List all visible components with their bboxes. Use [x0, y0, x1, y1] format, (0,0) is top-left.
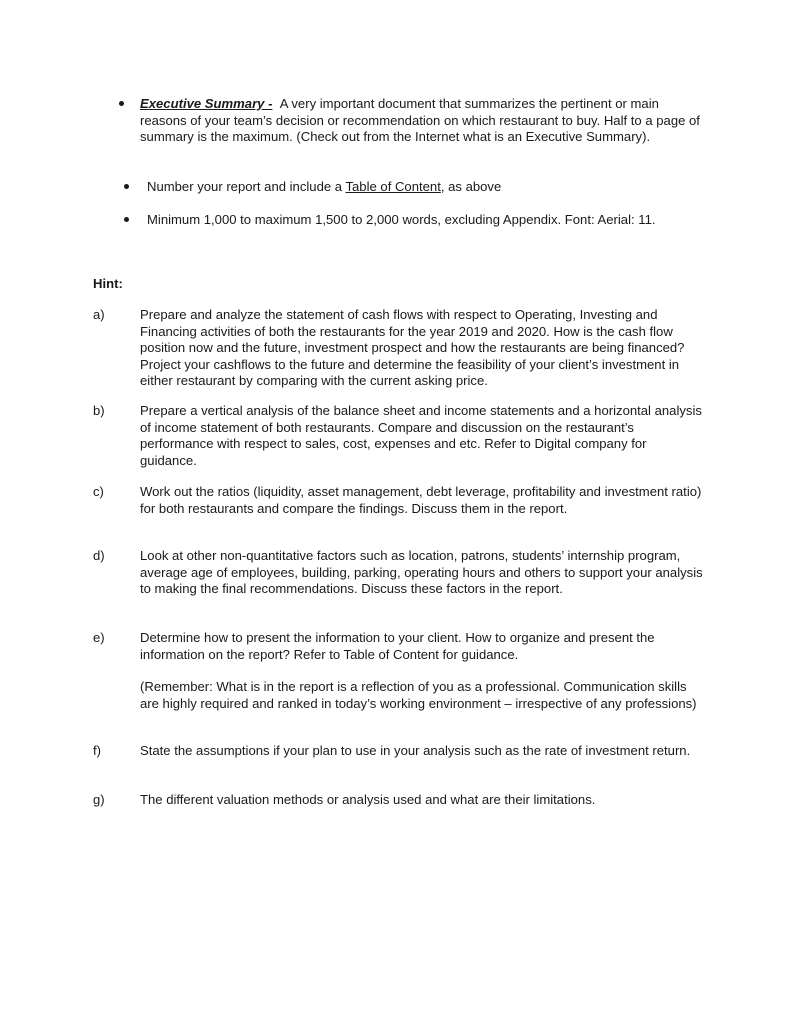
item-label-d: d) [93, 548, 105, 563]
item-text-e: Determine how to present the information to your client. How to organize and present the information on the report? Refer to Table of Content for guidance. [140, 630, 655, 662]
item-label-c: c) [93, 484, 104, 499]
word-count-text: Minimum 1,000 to maximum 1,500 to 2,000 words, excluding Appendix. Font: Aerial: 11. [147, 212, 656, 227]
table-of-content-link: Table of Content [345, 179, 441, 194]
item-text-d: Look at other non-quantitative factors such as location, patrons, students’ internship program, average age of employees, building, parking, operating hours and others to support your analysis to making the final recommendations. Discuss these factors in the report. [140, 548, 703, 597]
item-label-b: b) [93, 403, 105, 418]
bullet-icon [124, 217, 129, 222]
item-text-a: Prepare and analyze the statement of cash flows with respect to Operating, Investing and Financing activities of both the restaurants for the year 2019 and 2020. How is the cash flow position now and the future, investment prospect and how the restaurants are being financed? Project your cashflows to the future and determine the feasibility of your client’s investment in either restaurant by comparing with the current asking price. [140, 307, 685, 389]
executive-summary-bullet [140, 96, 700, 146]
executive-summary-text: A very important document that summarizes the pertinent or main reasons of your team’s decision or recommendation on which restaurant to buy. Half to a page of summary is the maximum. (Check out from the Internet what is an Executive Summary). [140, 96, 700, 145]
table-of-content-bullet [147, 179, 707, 196]
word-count-bullet [147, 212, 727, 229]
executive-summary-title: Executive Summary - [140, 96, 273, 111]
item-label-f: f) [93, 743, 101, 758]
executive-summary-gap [272, 96, 279, 111]
toc-bullet-prefix: Number your report and include a [147, 179, 346, 194]
item-text-b: Prepare a vertical analysis of the balance sheet and income statements and a horizontal analysis of income statement of both restaurants. Compare and discussion on the restaurant’s performance with respect to sales, cost, expenses and etc. Refer to Digital company for guidance. [140, 403, 702, 468]
item-label-e: e) [93, 630, 105, 645]
toc-bullet-suffix: , as above [440, 179, 502, 194]
hint-heading: Hint: [93, 276, 123, 291]
item-text-f: State the assumptions if your plan to use in your analysis such as the rate of investment return. [140, 743, 691, 758]
item-label-a: a) [93, 307, 105, 322]
bullet-icon [119, 101, 124, 106]
bullet-icon [124, 184, 129, 189]
item-label-g: g) [93, 792, 105, 807]
remember-note: (Remember: What is in the report is a reflection of you as a professional. Communication skills are highly required and ranked in today’s working environment – irrespective of any professions) [140, 679, 697, 711]
item-text-c: Work out the ratios (liquidity, asset management, debt leverage, profitability and investment ratio) for both restaurants and compare the findings. Discuss them in the report. [140, 484, 702, 516]
item-text-g: The different valuation methods or analysis used and what are their limitations. [140, 792, 596, 807]
